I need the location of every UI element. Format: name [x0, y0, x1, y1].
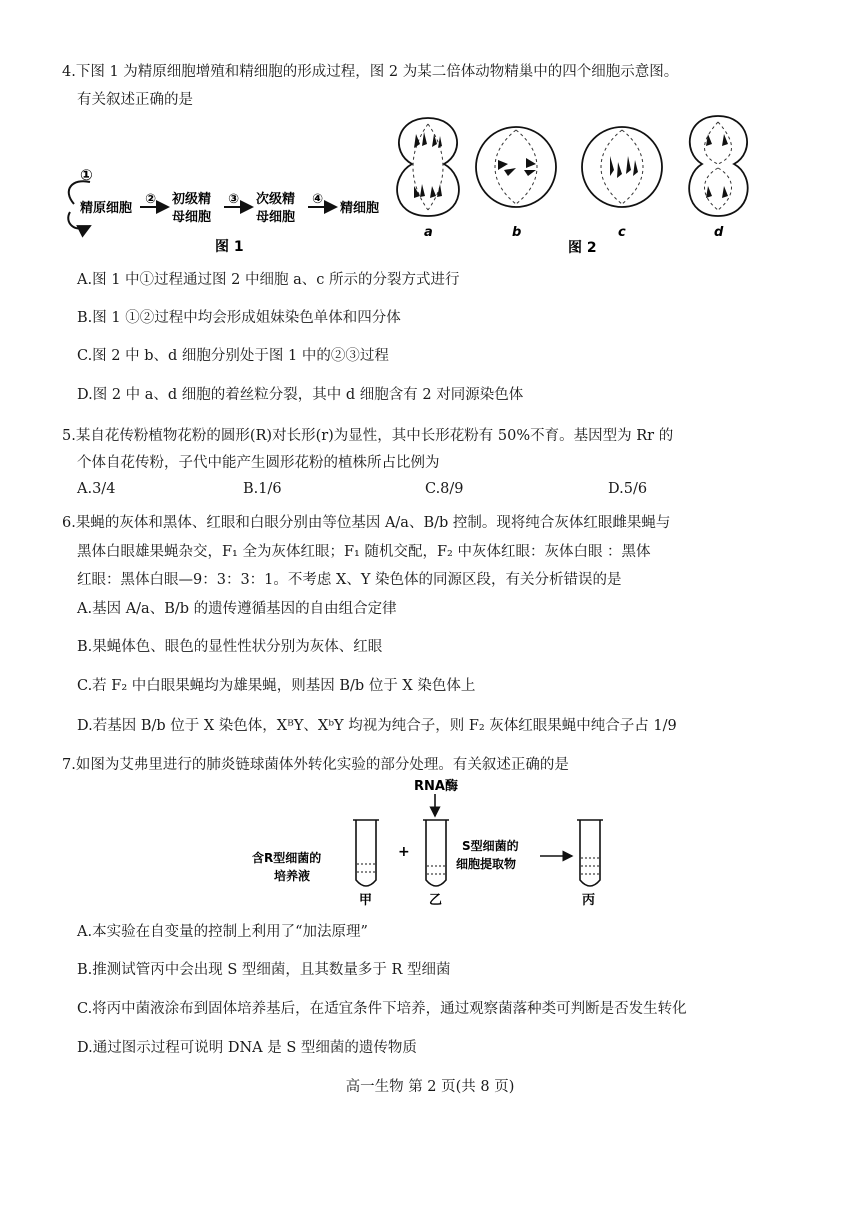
- tube-yi-label: 乙: [429, 893, 443, 906]
- q4-option-b[interactable]: B.图 1 ①②过程中均会形成姐妹染色单体和四分体: [77, 310, 401, 326]
- cell-d-label: d: [714, 225, 724, 240]
- figure-1: [60, 160, 390, 260]
- node-spermatid: 精细胞: [340, 201, 380, 216]
- q7-option-b[interactable]: B.推测试管丙中会出现 S 型细菌，且其数量多于 R 型细菌: [77, 962, 451, 978]
- rnase-label: RNA酶: [414, 779, 458, 794]
- step2-label: ②: [145, 192, 157, 207]
- q7-option-c[interactable]: C.将丙中菌液涂布到固体培养基后，在适宜条件下培养，通过观察菌落种类可判断是否发生转化: [77, 1001, 687, 1017]
- q6-stem-line2: 黑体白眼雄果蝇杂交，F₁ 全为灰体红眼；F₁ 随机交配，F₂ 中灰体红眼：灰体白眼 ：黑体: [77, 544, 651, 560]
- tube-jia-label: 甲: [359, 893, 373, 906]
- step1-label: ①: [80, 166, 93, 184]
- left-label-l1: 含R型细菌的: [252, 851, 322, 865]
- right-label-l1: S型细菌的: [462, 839, 519, 853]
- node-primary-l1: 初级精: [172, 192, 212, 207]
- q5-option-b[interactable]: B.1/6: [243, 481, 282, 497]
- node-primary-l2: 母细胞: [172, 210, 212, 225]
- q4-option-c[interactable]: C.图 2 中 b、d 细胞分别处于图 1 中的②③过程: [77, 348, 389, 364]
- q5-option-a[interactable]: A.3/4: [77, 481, 116, 497]
- q5-stem-line1: 5.某自花传粉植物花粉的圆形(R)对长形(r)为显性，其中长形花粉有 50%不育。基因型为 Rr 的: [62, 428, 674, 444]
- q5-stem-line2: 个体自花传粉，子代中能产生圆形花粉的植株所占比例为: [77, 455, 440, 471]
- q5-option-d[interactable]: D.5/6: [608, 481, 648, 497]
- q6-option-b[interactable]: B.果蝇体色、眼色的显性性状分别为灰体、红眼: [77, 639, 383, 655]
- figure1-caption: 图 1: [215, 239, 244, 255]
- q6-stem-line1: 6.果蝇的灰体和黑体、红眼和白眼分别由等位基因 A/a、B/b 控制。现将纯合灰体红眼雌果蝇与: [62, 515, 671, 531]
- left-label-l2: 培养液: [274, 869, 311, 883]
- page-footer: 高一生物 第 2 页(共 8 页): [345, 1079, 515, 1095]
- q6-option-c[interactable]: C.若 F₂ 中白眼果蝇均为雄果蝇，则基因 B/b 位于 X 染色体上: [77, 678, 476, 694]
- q7-option-d[interactable]: D.通过图示过程可说明 DNA 是 S 型细菌的遗传物质: [77, 1040, 417, 1056]
- plus-sign: +: [398, 844, 410, 860]
- node-secondary-l2: 母细胞: [256, 210, 296, 225]
- cell-b-label: b: [512, 225, 522, 240]
- q4-stem-line2: 有关叙述正确的是: [77, 92, 193, 108]
- q7-option-a[interactable]: A.本实验在自变量的控制上利用了“加法原理”: [77, 924, 368, 940]
- q4-option-d[interactable]: D.图 2 中 a、d 细胞的着丝粒分裂，其中 d 细胞含有 2 对同源染色体: [77, 387, 524, 403]
- q5-option-c[interactable]: C.8/9: [425, 481, 464, 497]
- cell-c-label: c: [618, 225, 626, 240]
- figure-2: [388, 112, 758, 262]
- q6-option-a[interactable]: A.基因 A/a、B/b 的遗传遵循基因的自由组合定律: [77, 601, 397, 617]
- q4-stem-line1: 4.下图 1 为精原细胞增殖和精细胞的形成过程，图 2 为某二倍体动物精巢中的四个细胞示意图。: [62, 64, 679, 80]
- q6-option-d[interactable]: D.若基因 B/b 位于 X 染色体，XᴮY、XᵇY 均视为纯合子，则 F₂ 灰体红眼果蝇中纯合子占 1/9: [77, 718, 677, 734]
- step4-label: ④: [312, 192, 324, 207]
- step3-label: ③: [228, 192, 240, 207]
- q7-stem: 7.如图为艾弗里进行的肺炎链球菌体外转化实验的部分处理。有关叙述正确的是: [62, 757, 569, 773]
- figure2-caption: 图 2: [568, 240, 597, 256]
- q4-option-a[interactable]: A.图 1 中①过程通过图 2 中细胞 a、c 所示的分裂方式进行: [77, 272, 460, 288]
- q6-stem-line3: 红眼：黑体白眼—9：3：3：1。不考虑 X、Y 染色体的同源区段，有关分析错误的是: [77, 572, 622, 588]
- node-spermatogonium: 精原细胞: [80, 201, 133, 216]
- tube-bing-label: 丙: [582, 893, 596, 906]
- right-label-l2: 细胞提取物: [456, 857, 517, 871]
- cell-a-label: a: [424, 225, 433, 240]
- figure-transformation-experiment: [250, 776, 620, 906]
- node-secondary-l1: 次级精: [256, 192, 296, 207]
